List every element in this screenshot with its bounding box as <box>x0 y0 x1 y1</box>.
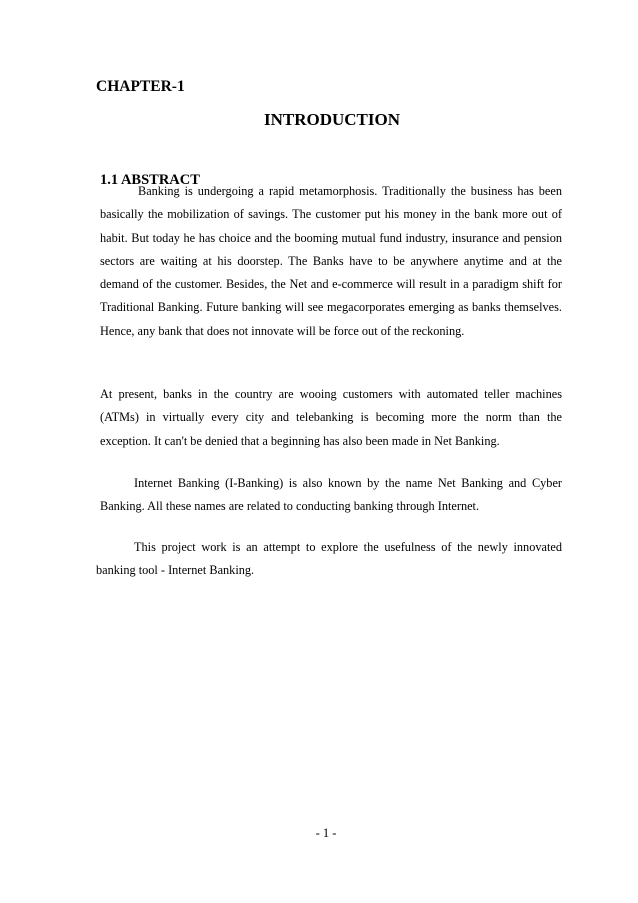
section-heading: 1.1 ABSTRACT <box>100 172 200 188</box>
abstract-paragraph-1: Banking is undergoing a rapid metamorphosis. Traditionally the business has been basically the mobilization of savings. The customer put his money in the bank more out of habit. But today he has choice and the booming mutual fund industry, insurance and pension sectors are waiting at his doorstep. The Banks have to be anywhere anytime and at the demand of the customer. Besides, the Net and e-commerce will result in a paradigm shift for Traditional Banking. Future banking will see megacorporates emerging as banks themselves. Hence, any bank that does not innovate will be force out of the reckoning. <box>100 184 562 338</box>
abstract-paragraph-4: This project work is an attempt to explore the usefulness of the newly innovated banking tool - Internet Banking. <box>96 540 562 578</box>
abstract-paragraph-2: At present, banks in the country are wooing customers with automated teller machines (ATMs) in virtually every city and telebanking is becoming more the norm than the exception. It can't be denied that a beginning has also been made in Net Banking. <box>100 387 562 448</box>
chapter-title: INTRODUCTION <box>263 110 401 129</box>
page-number: - 1 - <box>315 826 337 840</box>
abstract-paragraph-3: Internet Banking (I-Banking) is also known by the name Net Banking and Cyber Banking. All these names are related to conducting banking through Internet. <box>100 476 562 514</box>
chapter-label: CHAPTER-1 <box>96 78 185 95</box>
